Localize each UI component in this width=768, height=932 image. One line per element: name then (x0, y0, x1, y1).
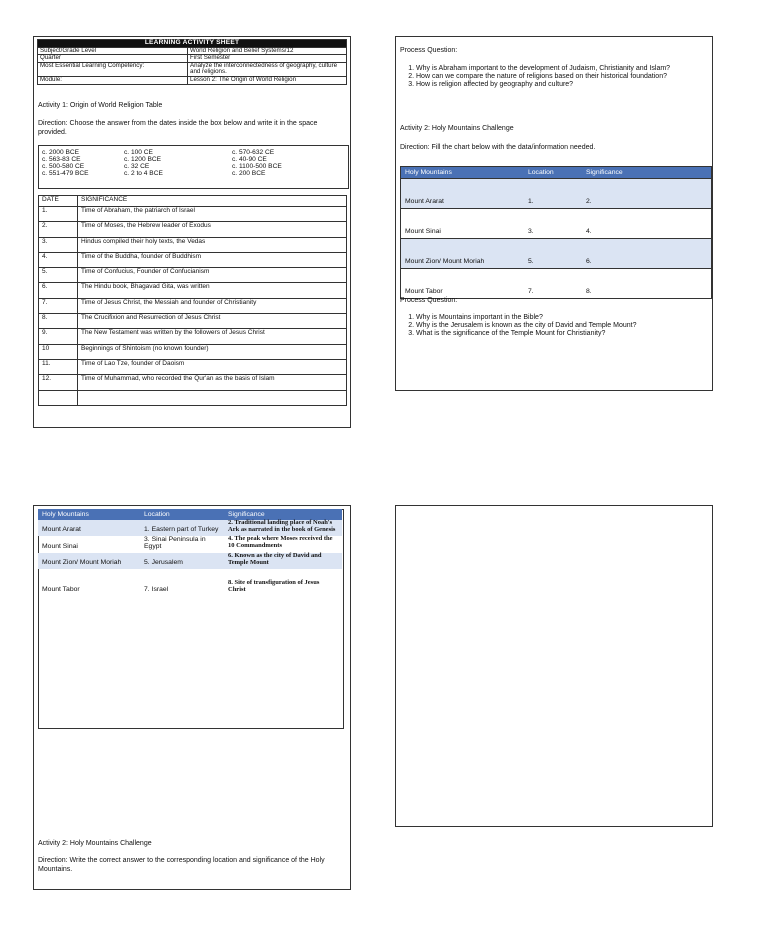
worksheet-page-1 (33, 36, 351, 428)
mountain-name: Mount Ararat (401, 179, 525, 209)
column-header-mountains: Holy Mountains (38, 509, 140, 520)
column-header-date: DATE (39, 196, 78, 207)
row-number: 3. (39, 237, 78, 252)
answer-choice: c. 32 CE (124, 163, 150, 170)
worksheet-page-4-blank (395, 505, 713, 827)
row-significance: Time of Lao Tze, founder of Daoism (78, 359, 347, 374)
row-significance: Time of Confucius, Founder of Confucianism (78, 268, 347, 283)
process-question-list (400, 65, 716, 89)
blank-cell (39, 390, 78, 405)
table-row (38, 553, 342, 569)
significance-text: Site of transfiguration of Jesus Christ (228, 579, 320, 593)
process-question: 2. Why is the Jerusalem is known as the city of David and Temple Mount? (416, 322, 721, 330)
table-row (39, 283, 347, 298)
activity-1-title: Activity 1: Origin of World Religion Table (38, 102, 163, 109)
row-number: 5. (39, 268, 78, 283)
column-header-significance: SIGNIFICANCE (78, 196, 347, 207)
process-question: 1. Why is Abraham important to the development of Judaism, Christianity and Islam? (416, 65, 716, 73)
column-header-location: Location (140, 509, 224, 520)
row-number: 9. (39, 329, 78, 344)
sheet-banner: LEARNING ACTIVITY SHEET (38, 40, 347, 48)
activity-2-title: Activity 2: Holy Mountains Challenge (38, 840, 152, 847)
process-question: 2. How can we compare the nature of religions based on their historical foundation? (416, 73, 716, 81)
date-significance-table (38, 195, 347, 406)
process-question: 1. Why is Mountains important in the Bible? (416, 314, 721, 322)
column-header-significance: Significance (224, 509, 342, 520)
row-number: 4. (39, 252, 78, 267)
header-table (37, 39, 347, 85)
row-number: 1. (39, 207, 78, 222)
mountain-name: Mount Sinai (401, 209, 525, 239)
table-row (38, 536, 342, 553)
location-number: 3. (144, 536, 150, 543)
row-significance: Hindus compiled their holy texts, the Vedas (78, 237, 347, 252)
location-number: 7. (144, 586, 150, 593)
answer-choice: c. 563-83 CE (42, 156, 81, 163)
answer-column (124, 149, 163, 177)
significance-answer (224, 536, 342, 553)
significance-answer (224, 569, 342, 596)
table-row (401, 269, 712, 299)
row-number: 7. (39, 298, 78, 313)
mountain-name: Mount Ararat (38, 520, 140, 536)
process-question-title: Process Question: (400, 47, 458, 54)
row-significance: Beginnings of Shintoism (no known founder) (78, 344, 347, 359)
mountain-name: Mount Tabor (42, 586, 80, 593)
table-row (39, 237, 347, 252)
mountain-name: Mount Tabor (401, 269, 525, 299)
location-text: Jerusalem (151, 559, 183, 566)
table-row (401, 179, 712, 209)
row-significance: Time of Jesus Christ, the Messiah and founder of Christianity (78, 298, 347, 313)
table-row (39, 252, 347, 267)
header-value: World Religion and Belief Systems/12 (188, 47, 347, 55)
holy-mountains-table (400, 166, 712, 299)
significance-number: 2. (228, 519, 233, 526)
significance-number: 8. (228, 579, 233, 586)
worksheet-page-2 (395, 36, 713, 391)
location-answer (140, 536, 224, 553)
table-row (401, 209, 712, 239)
holy-mountains-answer-table (38, 509, 342, 596)
mountain-name: Mount Zion/ Mount Moriah (401, 239, 525, 269)
activity-2-title: Activity 2: Holy Mountains Challenge (400, 125, 514, 132)
answer-choices-box (38, 145, 349, 189)
significance-answer (224, 553, 342, 569)
table-row (38, 520, 342, 536)
table-row (39, 344, 347, 359)
row-significance: Time of Muhammad, who recorded the Qur'an as the basis of Islam (78, 375, 347, 390)
answer-choice: c. 570-632 CE (232, 149, 275, 156)
location-answer (140, 520, 224, 536)
activity-2-direction: Direction: Write the correct answer to the corresponding location and significance of the Holy Mountains. (38, 857, 325, 873)
location-blank: 7. (524, 269, 582, 299)
header-label: Subject/Grade Level (38, 47, 188, 55)
significance-number: 4. (228, 535, 233, 542)
location-text: Israel (151, 586, 169, 593)
table-row-blank (39, 390, 347, 405)
significance-blank: 8. (582, 269, 712, 299)
answer-choice: c. 1100-500 BCE (232, 163, 282, 170)
table-row (39, 222, 347, 237)
header-value: Lesson 2: The Origin of World Religion (188, 76, 347, 84)
answer-choice: c. 2 to 4 BCE (124, 170, 163, 177)
mountain-name: Mount Sinai (42, 543, 78, 550)
column-header-significance: Significance (582, 167, 712, 179)
answer-column (42, 149, 89, 177)
significance-text: Traditional landing place of Noah's Ark as narrated in the book of Genesis (228, 519, 336, 533)
answer-choice: c. 40-90 CE (232, 156, 267, 163)
column-header-mountains: Holy Mountains (401, 167, 525, 179)
location-text: Eastern part of Turkey (151, 526, 219, 533)
table-row (39, 268, 347, 283)
significance-blank: 6. (582, 239, 712, 269)
header-value: First Semester (188, 55, 347, 63)
answer-choice: c. 1200 BCE (124, 156, 162, 163)
activity-2-direction: Direction: Fill the chart below with the data/information needed. (400, 144, 596, 151)
location-answer (140, 553, 224, 569)
significance-number: 6. (228, 552, 233, 559)
answer-choice: c. 2000 BCE (42, 149, 80, 156)
worksheet-page-3 (33, 505, 351, 890)
row-significance: Time of Abraham, the patriarch of Israel (78, 207, 347, 222)
table-row (39, 359, 347, 374)
row-significance: The New Testament was written by the followers of Jesus Christ (78, 329, 347, 344)
table-row (39, 329, 347, 344)
table-row (38, 569, 342, 596)
row-significance: The Crucifixion and Resurrection of Jesus Christ (78, 314, 347, 329)
process-question: 3. How is religion affected by geography and culture? (416, 81, 716, 89)
table-row (401, 239, 712, 269)
table-row (39, 314, 347, 329)
location-answer (140, 569, 224, 596)
location-text: Sinai Peninsula in Egypt (144, 536, 206, 550)
location-blank: 1. (524, 179, 582, 209)
row-number: 2. (39, 222, 78, 237)
process-question: 3. What is the significance of the Temple Mount for Christianity? (416, 330, 721, 338)
activity-1-direction: Direction: Choose the answer from the dates inside the box below and write it in the space provided. (38, 120, 318, 136)
significance-blank: 4. (582, 209, 712, 239)
table-row (39, 375, 347, 390)
process-question-title: Process Question: (400, 297, 458, 304)
row-number: 11. (39, 359, 78, 374)
location-blank: 5. (524, 239, 582, 269)
answer-choice: c. 500-580 CE (42, 163, 85, 170)
header-label: Quarter (38, 55, 188, 63)
process-question-list (400, 314, 721, 338)
header-label: Module: (38, 76, 188, 84)
mountain-name: Mount Zion/ Mount Moriah (38, 553, 140, 569)
location-blank: 3. (524, 209, 582, 239)
answer-choice: c. 100 CE (124, 149, 153, 156)
blank-cell (78, 390, 347, 405)
column-header-location: Location (524, 167, 582, 179)
row-significance: Time of Moses, the Hebrew leader of Exodus (78, 222, 347, 237)
significance-answer (224, 520, 342, 536)
row-significance: Time of the Buddha, founder of Buddhism (78, 252, 347, 267)
row-number: 6. (39, 283, 78, 298)
header-label: Most Essential Learning Competency: (38, 62, 188, 76)
row-number: 8. (39, 314, 78, 329)
table-row (39, 298, 347, 313)
table-row (39, 207, 347, 222)
answer-column (232, 149, 282, 177)
header-value: Analyze the interconnectedness of geography, culture and religions. (188, 62, 347, 76)
answer-choice: c. 200 BCE (232, 170, 266, 177)
answer-choice: c. 551-479 BCE (42, 170, 89, 177)
significance-text: Known as the city of David and Temple Mount (228, 552, 322, 566)
location-number: 5. (144, 559, 150, 566)
location-number: 1. (144, 526, 150, 533)
significance-text: The peak where Moses received the 10 Commandments (228, 535, 333, 549)
row-number: 12. (39, 375, 78, 390)
row-number: 10 (39, 344, 78, 359)
row-significance: The Hindu book, Bhagavad Gita, was written (78, 283, 347, 298)
significance-blank: 2. (582, 179, 712, 209)
